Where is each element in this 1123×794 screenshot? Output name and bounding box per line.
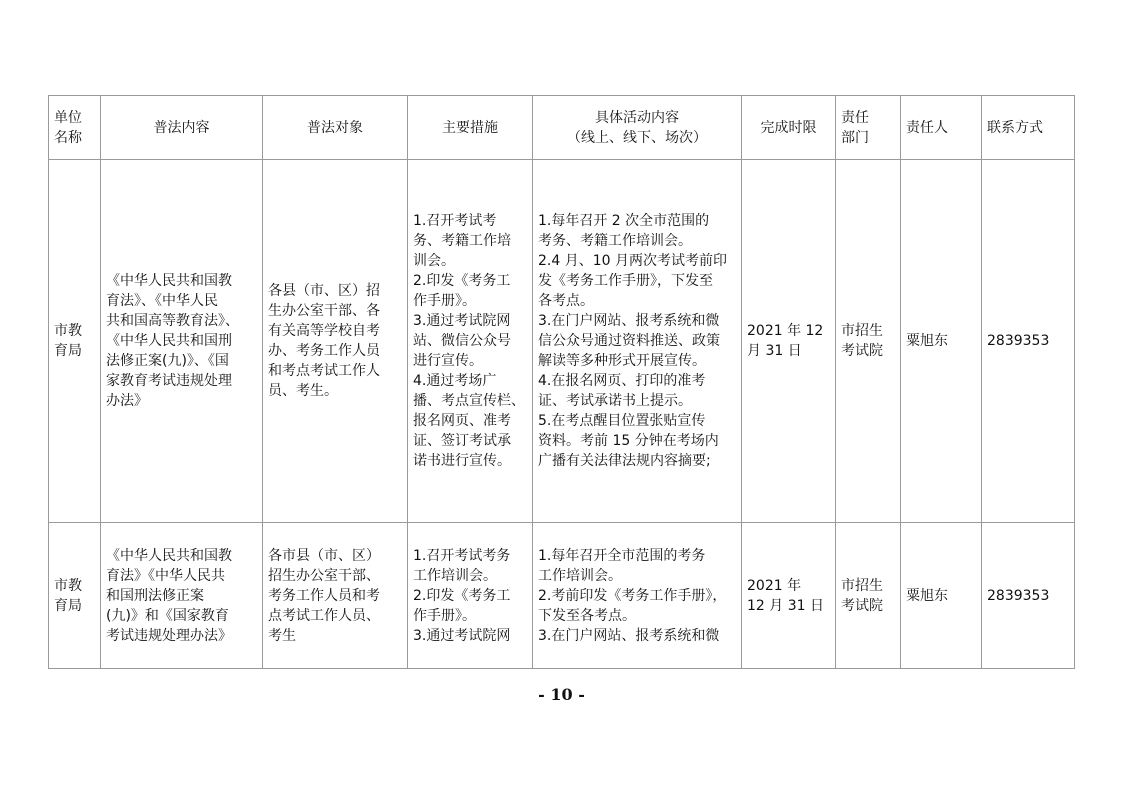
header-dept: 责任 部门 — [836, 96, 901, 160]
cell-contact: 2839353 — [982, 160, 1075, 523]
header-deadline: 完成时限 — [742, 96, 836, 160]
header-measures: 主要措施 — [408, 96, 533, 160]
cell-audience: 各市县（市、区） 招生办公室干部、 考务工作人员和考 点考试工作人员、 考生 — [263, 523, 408, 669]
table-row — [49, 523, 1075, 669]
cell-dept: 市招生 考试院 — [836, 160, 901, 523]
header-unit: 单位 名称 — [49, 96, 101, 160]
header-contact: 联系方式 — [982, 96, 1075, 160]
law-education-plan-table — [48, 95, 1075, 669]
cell-activities: 1.每年召开全市范围的考务 工作培训会。 2.考前印发《考务工作手册》， 下发至各考点。 3.在门户网站、报考系统和微 — [533, 523, 742, 669]
page-number: - 10 - — [538, 685, 585, 704]
cell-content: 《中华人民共和国教 育法》、《中华人民 共和国高等教育法》、 《中华人民共和国刑 法修正案(九)》、《国 家教育考试违规处理 办法》 — [101, 160, 263, 523]
cell-measures: 1.召开考试考务 工作培训会。 2.印发《考务工 作手册》。 3.通过考试院网 — [408, 523, 533, 669]
cell-audience: 各县（市、区）招 生办公室干部、各 有关高等学校自考 办、考务工作人员 和考点考试工作人 员、考生。 — [263, 160, 408, 523]
cell-deadline: 2021 年 12 月 31 日 — [742, 160, 836, 523]
cell-unit: 市教 育局 — [49, 160, 101, 523]
cell-dept: 市招生 考试院 — [836, 523, 901, 669]
cell-contact: 2839353 — [982, 523, 1075, 669]
table-header-row — [49, 96, 1075, 160]
table-row — [49, 160, 1075, 523]
cell-unit: 市教 育局 — [49, 523, 101, 669]
header-content: 普法内容 — [101, 96, 263, 160]
cell-person: 粟旭东 — [901, 523, 982, 669]
cell-person: 粟旭东 — [901, 160, 982, 523]
header-audience: 普法对象 — [263, 96, 408, 160]
cell-deadline: 2021 年 12 月 31 日 — [742, 523, 836, 669]
cell-measures: 1.召开考试考 务、考籍工作培 训会。 2.印发《考务工 作手册》。 3.通过考试院网 站、微信公众号 进行宣传。 4.通过考场广 播、考点宣传栏、 报名网页、准考 证、签订考试承 诺书进行宣传。 — [408, 160, 533, 523]
header-activities: 具体活动内容 （线上、线下、场次） — [533, 96, 742, 160]
cell-activities: 1.每年召开 2 次全市范围的 考务、考籍工作培训会。 2.4 月、10 月两次考试考前印 发《考务工作手册》，下发至 各考点。 3.在门户网站、报考系统和微 信公众号通过资料推送、政策 解读等多种形式开展宣传。 4.在报名网页、打印的准考 证、考试承诺书上提示。 5.在考点醒目位置张贴宣传 资料。考前 15 分钟在考场内 广播有关法律法规内容摘要; — [533, 160, 742, 523]
cell-content: 《中华人民共和国教 育法》《中华人民共 和国刑法修正案 (九)》和《国家教育 考试违规处理办法》 — [101, 523, 263, 669]
header-person: 责任人 — [901, 96, 982, 160]
